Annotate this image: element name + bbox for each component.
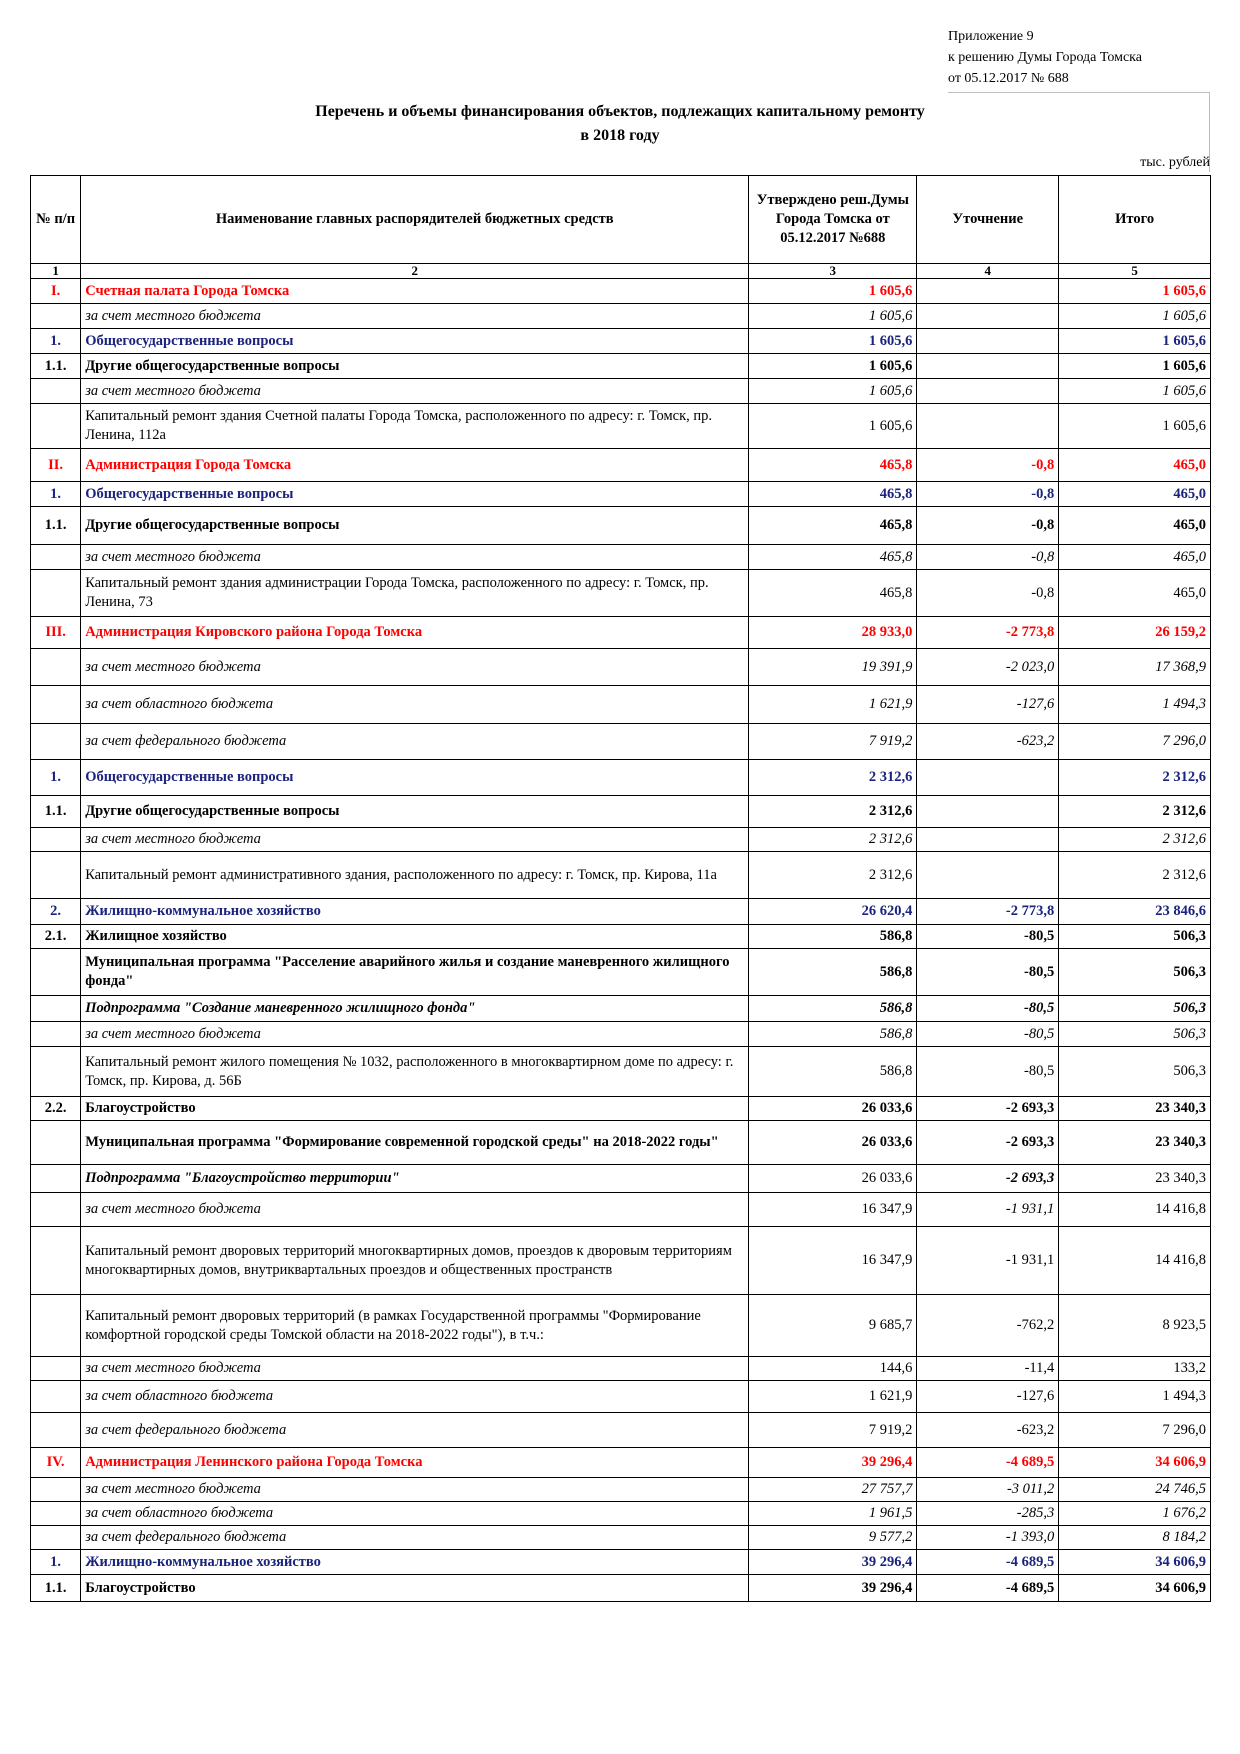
row-number: 1.1. bbox=[31, 354, 81, 379]
row-approved: 27 757,7 bbox=[749, 1478, 917, 1502]
table-row bbox=[31, 1193, 1211, 1227]
row-change bbox=[917, 828, 1059, 852]
row-number bbox=[31, 649, 81, 686]
row-name: за счет местного бюджета bbox=[81, 1022, 749, 1047]
table-row bbox=[31, 1165, 1211, 1193]
row-name: Капитальный ремонт дворовых территорий (в рамках Государственной программы "Формирование комфортной городской среды Томской области на 2018-2022 годы"), в т.ч.: bbox=[81, 1295, 749, 1357]
row-approved: 19 391,9 bbox=[749, 649, 917, 686]
row-approved: 1 621,9 bbox=[749, 686, 917, 724]
row-total: 465,0 bbox=[1059, 545, 1211, 570]
row-total: 34 606,9 bbox=[1059, 1575, 1211, 1602]
table-row bbox=[31, 649, 1211, 686]
row-approved: 465,8 bbox=[749, 570, 917, 617]
row-number bbox=[31, 404, 81, 449]
row-total: 2 312,6 bbox=[1059, 760, 1211, 796]
table-row bbox=[31, 329, 1211, 354]
row-total: 23 846,6 bbox=[1059, 899, 1211, 925]
table-body bbox=[31, 279, 1211, 1602]
row-number: 1.1. bbox=[31, 507, 81, 545]
row-change: -623,2 bbox=[917, 724, 1059, 760]
column-number: 2 bbox=[81, 264, 749, 279]
row-number bbox=[31, 949, 81, 996]
row-change: -11,4 bbox=[917, 1357, 1059, 1381]
row-approved: 465,8 bbox=[749, 545, 917, 570]
row-change bbox=[917, 404, 1059, 449]
row-total: 506,3 bbox=[1059, 925, 1211, 949]
table-row bbox=[31, 617, 1211, 649]
header-change: Уточнение bbox=[917, 176, 1059, 264]
row-change: -80,5 bbox=[917, 996, 1059, 1022]
row-number: 1.1. bbox=[31, 1575, 81, 1602]
row-total: 1 605,6 bbox=[1059, 329, 1211, 354]
table-row bbox=[31, 1097, 1211, 1121]
row-name: Администрация Кировского района Города Томска bbox=[81, 617, 749, 649]
row-approved: 1 605,6 bbox=[749, 354, 917, 379]
row-change bbox=[917, 760, 1059, 796]
row-total: 24 746,5 bbox=[1059, 1478, 1211, 1502]
row-approved: 586,8 bbox=[749, 1047, 917, 1097]
row-change: -1 393,0 bbox=[917, 1526, 1059, 1550]
table-row bbox=[31, 1121, 1211, 1165]
row-approved: 7 919,2 bbox=[749, 1413, 917, 1448]
row-total: 1 605,6 bbox=[1059, 379, 1211, 404]
row-name: Благоустройство bbox=[81, 1097, 749, 1121]
row-change: -0,8 bbox=[917, 449, 1059, 482]
row-approved: 2 312,6 bbox=[749, 796, 917, 828]
row-number bbox=[31, 686, 81, 724]
row-total: 465,0 bbox=[1059, 570, 1211, 617]
row-number: 1.1. bbox=[31, 796, 81, 828]
row-number bbox=[31, 1413, 81, 1448]
row-total: 1 605,6 bbox=[1059, 279, 1211, 304]
row-total: 2 312,6 bbox=[1059, 852, 1211, 899]
table-row bbox=[31, 1478, 1211, 1502]
row-total: 506,3 bbox=[1059, 949, 1211, 996]
row-name: Капитальный ремонт административного здания, расположенного по адресу: г. Томск, пр. Кирова, 11а bbox=[81, 852, 749, 899]
row-number bbox=[31, 304, 81, 329]
row-change bbox=[917, 852, 1059, 899]
row-name: за счет местного бюджета bbox=[81, 1478, 749, 1502]
row-total: 34 606,9 bbox=[1059, 1448, 1211, 1478]
row-total: 506,3 bbox=[1059, 1047, 1211, 1097]
row-name: Жилищно-коммунальное хозяйство bbox=[81, 1550, 749, 1575]
row-change bbox=[917, 796, 1059, 828]
table-row bbox=[31, 404, 1211, 449]
row-total: 2 312,6 bbox=[1059, 828, 1211, 852]
budget-table bbox=[30, 175, 1211, 1602]
table-row bbox=[31, 1295, 1211, 1357]
row-approved: 465,8 bbox=[749, 482, 917, 507]
row-name: Другие общегосударственные вопросы bbox=[81, 354, 749, 379]
row-change: -1 931,1 bbox=[917, 1227, 1059, 1295]
row-number bbox=[31, 1165, 81, 1193]
row-change: -2 773,8 bbox=[917, 899, 1059, 925]
table-row bbox=[31, 1413, 1211, 1448]
row-change bbox=[917, 379, 1059, 404]
row-number bbox=[31, 545, 81, 570]
row-total: 1 605,6 bbox=[1059, 354, 1211, 379]
row-approved: 144,6 bbox=[749, 1357, 917, 1381]
table-row bbox=[31, 899, 1211, 925]
table-row bbox=[31, 796, 1211, 828]
row-name: Капитальный ремонт дворовых территорий многоквартирных домов, проездов к дворовым территориям многоквартирных домов, внутриквартальных проездов и общественных пространств bbox=[81, 1227, 749, 1295]
row-total: 14 416,8 bbox=[1059, 1193, 1211, 1227]
table-row bbox=[31, 852, 1211, 899]
row-total: 465,0 bbox=[1059, 449, 1211, 482]
row-change: -623,2 bbox=[917, 1413, 1059, 1448]
row-number: 2.2. bbox=[31, 1097, 81, 1121]
row-change: -0,8 bbox=[917, 570, 1059, 617]
header-name: Наименование главных распорядителей бюджетных средств bbox=[81, 176, 749, 264]
row-number: 1. bbox=[31, 760, 81, 796]
row-number bbox=[31, 852, 81, 899]
row-total: 506,3 bbox=[1059, 996, 1211, 1022]
row-approved: 586,8 bbox=[749, 1022, 917, 1047]
table-row bbox=[31, 482, 1211, 507]
row-number: 1. bbox=[31, 329, 81, 354]
row-approved: 26 033,6 bbox=[749, 1121, 917, 1165]
table-row bbox=[31, 545, 1211, 570]
row-name: Капитальный ремонт здания Счетной палаты Города Томска, расположенного по адресу: г. Томск, пр. Ленина, 112а bbox=[81, 404, 749, 449]
row-number: III. bbox=[31, 617, 81, 649]
row-approved: 9 685,7 bbox=[749, 1295, 917, 1357]
row-name: за счет федерального бюджета bbox=[81, 1413, 749, 1448]
row-number: IV. bbox=[31, 1448, 81, 1478]
row-change: -2 693,3 bbox=[917, 1097, 1059, 1121]
row-approved: 9 577,2 bbox=[749, 1526, 917, 1550]
table-row bbox=[31, 354, 1211, 379]
row-total: 23 340,3 bbox=[1059, 1165, 1211, 1193]
column-number: 1 bbox=[31, 264, 81, 279]
row-change bbox=[917, 304, 1059, 329]
row-name: Муниципальная программа "Расселение аварийного жилья и создание маневренного жилищного фонда" bbox=[81, 949, 749, 996]
row-total: 14 416,8 bbox=[1059, 1227, 1211, 1295]
row-name: за счет областного бюджета bbox=[81, 1381, 749, 1413]
row-approved: 16 347,9 bbox=[749, 1227, 917, 1295]
row-total: 2 312,6 bbox=[1059, 796, 1211, 828]
row-number bbox=[31, 1227, 81, 1295]
row-change bbox=[917, 279, 1059, 304]
row-change: -80,5 bbox=[917, 1047, 1059, 1097]
row-number bbox=[31, 1121, 81, 1165]
table-row bbox=[31, 1575, 1211, 1602]
row-name: за счет областного бюджета bbox=[81, 686, 749, 724]
row-name: Благоустройство bbox=[81, 1575, 749, 1602]
row-number: I. bbox=[31, 279, 81, 304]
table-header-row bbox=[31, 176, 1211, 264]
row-change: -0,8 bbox=[917, 507, 1059, 545]
row-number bbox=[31, 724, 81, 760]
column-number: 4 bbox=[917, 264, 1059, 279]
column-number: 3 bbox=[749, 264, 917, 279]
row-change: -1 931,1 bbox=[917, 1193, 1059, 1227]
row-approved: 1 605,6 bbox=[749, 379, 917, 404]
approval-line-1: Приложение 9 bbox=[948, 29, 1034, 44]
row-name: Общегосударственные вопросы bbox=[81, 760, 749, 796]
header-total: Итого bbox=[1059, 176, 1211, 264]
row-number: II. bbox=[31, 449, 81, 482]
row-total: 23 340,3 bbox=[1059, 1121, 1211, 1165]
row-name: за счет местного бюджета bbox=[81, 649, 749, 686]
row-change bbox=[917, 329, 1059, 354]
row-total: 8 923,5 bbox=[1059, 1295, 1211, 1357]
table-row bbox=[31, 279, 1211, 304]
row-number bbox=[31, 1502, 81, 1526]
table-row bbox=[31, 304, 1211, 329]
table-row bbox=[31, 949, 1211, 996]
column-number-row bbox=[31, 264, 1211, 279]
row-name: за счет местного бюджета bbox=[81, 545, 749, 570]
row-name: Капитальный ремонт жилого помещения № 1032, расположенного в многоквартирном доме по адресу: г. Томск, пр. Кирова, д. 56Б bbox=[81, 1047, 749, 1097]
approval-line-2: к решению Думы Города Томска bbox=[948, 50, 1142, 65]
row-approved: 26 033,6 bbox=[749, 1097, 917, 1121]
row-change bbox=[917, 354, 1059, 379]
row-total: 7 296,0 bbox=[1059, 724, 1211, 760]
row-name: Администрация Ленинского района Города Томска bbox=[81, 1448, 749, 1478]
row-change: -2 773,8 bbox=[917, 617, 1059, 649]
row-approved: 465,8 bbox=[749, 507, 917, 545]
row-approved: 26 033,6 bbox=[749, 1165, 917, 1193]
row-approved: 1 621,9 bbox=[749, 1381, 917, 1413]
row-change: -4 689,5 bbox=[917, 1550, 1059, 1575]
row-approved: 16 347,9 bbox=[749, 1193, 917, 1227]
row-name: Подпрограмма "Благоустройство территории" bbox=[81, 1165, 749, 1193]
row-name: за счет местного бюджета bbox=[81, 1193, 749, 1227]
table-row bbox=[31, 570, 1211, 617]
row-name: Муниципальная программа "Формирование современной городской среды" на 2018-2022 годы" bbox=[81, 1121, 749, 1165]
row-total: 1 494,3 bbox=[1059, 1381, 1211, 1413]
row-approved: 2 312,6 bbox=[749, 828, 917, 852]
table-row bbox=[31, 760, 1211, 796]
row-number: 2. bbox=[31, 899, 81, 925]
row-name: за счет областного бюджета bbox=[81, 1502, 749, 1526]
row-name: Жилищное хозяйство bbox=[81, 925, 749, 949]
approval-line-3: от 05.12.2017 № 688 bbox=[948, 71, 1069, 86]
row-number bbox=[31, 379, 81, 404]
row-change: -2 693,3 bbox=[917, 1165, 1059, 1193]
document-title bbox=[30, 100, 1210, 148]
row-change: -2 023,0 bbox=[917, 649, 1059, 686]
row-total: 17 368,9 bbox=[1059, 649, 1211, 686]
row-approved: 39 296,4 bbox=[749, 1550, 917, 1575]
row-approved: 1 605,6 bbox=[749, 304, 917, 329]
row-approved: 2 312,6 bbox=[749, 760, 917, 796]
table-row bbox=[31, 1526, 1211, 1550]
row-approved: 39 296,4 bbox=[749, 1448, 917, 1478]
table-row bbox=[31, 1047, 1211, 1097]
row-name: за счет федерального бюджета bbox=[81, 724, 749, 760]
table-row bbox=[31, 449, 1211, 482]
row-number bbox=[31, 828, 81, 852]
row-number bbox=[31, 570, 81, 617]
row-change: -0,8 bbox=[917, 545, 1059, 570]
approval-divider bbox=[948, 92, 1210, 93]
row-name: за счет местного бюджета bbox=[81, 379, 749, 404]
row-total: 465,0 bbox=[1059, 482, 1211, 507]
table-row bbox=[31, 1227, 1211, 1295]
row-change: -3 011,2 bbox=[917, 1478, 1059, 1502]
row-number: 1. bbox=[31, 1550, 81, 1575]
row-total: 1 605,6 bbox=[1059, 304, 1211, 329]
row-name: Другие общегосударственные вопросы bbox=[81, 507, 749, 545]
row-name: Капитальный ремонт здания администрации Города Томска, расположенного по адресу: г. Томск, пр. Ленина, 73 bbox=[81, 570, 749, 617]
approval-block bbox=[948, 26, 1142, 89]
row-name: Другие общегосударственные вопросы bbox=[81, 796, 749, 828]
row-total: 23 340,3 bbox=[1059, 1097, 1211, 1121]
row-name: за счет местного бюджета bbox=[81, 828, 749, 852]
row-total: 1 494,3 bbox=[1059, 686, 1211, 724]
row-number bbox=[31, 1478, 81, 1502]
title-line-1: Перечень и объемы финансирования объектов, подлежащих капитальному ремонту bbox=[315, 103, 925, 120]
row-number bbox=[31, 1381, 81, 1413]
table-row bbox=[31, 1448, 1211, 1478]
row-change: -2 693,3 bbox=[917, 1121, 1059, 1165]
table-row bbox=[31, 724, 1211, 760]
row-approved: 586,8 bbox=[749, 925, 917, 949]
row-change: -80,5 bbox=[917, 949, 1059, 996]
row-approved: 1 605,6 bbox=[749, 329, 917, 354]
row-total: 1 676,2 bbox=[1059, 1502, 1211, 1526]
row-approved: 28 933,0 bbox=[749, 617, 917, 649]
units-label: тыс. рублей bbox=[1140, 155, 1210, 170]
row-number bbox=[31, 1022, 81, 1047]
row-change: -4 689,5 bbox=[917, 1448, 1059, 1478]
row-change: -4 689,5 bbox=[917, 1575, 1059, 1602]
row-total: 8 184,2 bbox=[1059, 1526, 1211, 1550]
table-row bbox=[31, 828, 1211, 852]
table-row bbox=[31, 996, 1211, 1022]
row-approved: 2 312,6 bbox=[749, 852, 917, 899]
table-row bbox=[31, 1502, 1211, 1526]
column-number: 5 bbox=[1059, 264, 1211, 279]
row-total: 1 605,6 bbox=[1059, 404, 1211, 449]
row-number bbox=[31, 1295, 81, 1357]
row-name: Жилищно-коммунальное хозяйство bbox=[81, 899, 749, 925]
row-change: -285,3 bbox=[917, 1502, 1059, 1526]
row-change: -762,2 bbox=[917, 1295, 1059, 1357]
row-change: -127,6 bbox=[917, 1381, 1059, 1413]
row-name: Подпрограмма "Создание маневренного жилищного фонда" bbox=[81, 996, 749, 1022]
title-line-2: в 2018 году bbox=[580, 127, 660, 144]
row-approved: 1 605,6 bbox=[749, 279, 917, 304]
row-total: 465,0 bbox=[1059, 507, 1211, 545]
row-change: -0,8 bbox=[917, 482, 1059, 507]
row-approved: 7 919,2 bbox=[749, 724, 917, 760]
row-name: за счет федерального бюджета bbox=[81, 1526, 749, 1550]
table-row bbox=[31, 686, 1211, 724]
row-approved: 465,8 bbox=[749, 449, 917, 482]
row-approved: 1 605,6 bbox=[749, 404, 917, 449]
table-row bbox=[31, 925, 1211, 949]
row-change: -80,5 bbox=[917, 1022, 1059, 1047]
row-name: Администрация Города Томска bbox=[81, 449, 749, 482]
row-name: Общегосударственные вопросы bbox=[81, 329, 749, 354]
row-approved: 586,8 bbox=[749, 996, 917, 1022]
row-number bbox=[31, 1357, 81, 1381]
table-row bbox=[31, 1357, 1211, 1381]
row-number: 1. bbox=[31, 482, 81, 507]
row-approved: 39 296,4 bbox=[749, 1575, 917, 1602]
row-number: 2.1. bbox=[31, 925, 81, 949]
table-row bbox=[31, 1550, 1211, 1575]
row-name: Счетная палата Города Томска bbox=[81, 279, 749, 304]
row-approved: 586,8 bbox=[749, 949, 917, 996]
row-number bbox=[31, 1526, 81, 1550]
table-row bbox=[31, 507, 1211, 545]
row-number bbox=[31, 1193, 81, 1227]
row-total: 26 159,2 bbox=[1059, 617, 1211, 649]
row-total: 34 606,9 bbox=[1059, 1550, 1211, 1575]
table-row bbox=[31, 1381, 1211, 1413]
row-total: 506,3 bbox=[1059, 1022, 1211, 1047]
header-number: № п/п bbox=[31, 176, 81, 264]
row-approved: 26 620,4 bbox=[749, 899, 917, 925]
row-total: 133,2 bbox=[1059, 1357, 1211, 1381]
table-row bbox=[31, 1022, 1211, 1047]
row-number bbox=[31, 996, 81, 1022]
row-change: -127,6 bbox=[917, 686, 1059, 724]
row-number bbox=[31, 1047, 81, 1097]
row-change: -80,5 bbox=[917, 925, 1059, 949]
row-name: за счет местного бюджета bbox=[81, 1357, 749, 1381]
header-approved: Утверждено реш.Думы Города Томска от 05.12.2017 №688 bbox=[749, 176, 917, 264]
table-row bbox=[31, 379, 1211, 404]
row-total: 7 296,0 bbox=[1059, 1413, 1211, 1448]
row-approved: 1 961,5 bbox=[749, 1502, 917, 1526]
row-name: за счет местного бюджета bbox=[81, 304, 749, 329]
row-name: Общегосударственные вопросы bbox=[81, 482, 749, 507]
